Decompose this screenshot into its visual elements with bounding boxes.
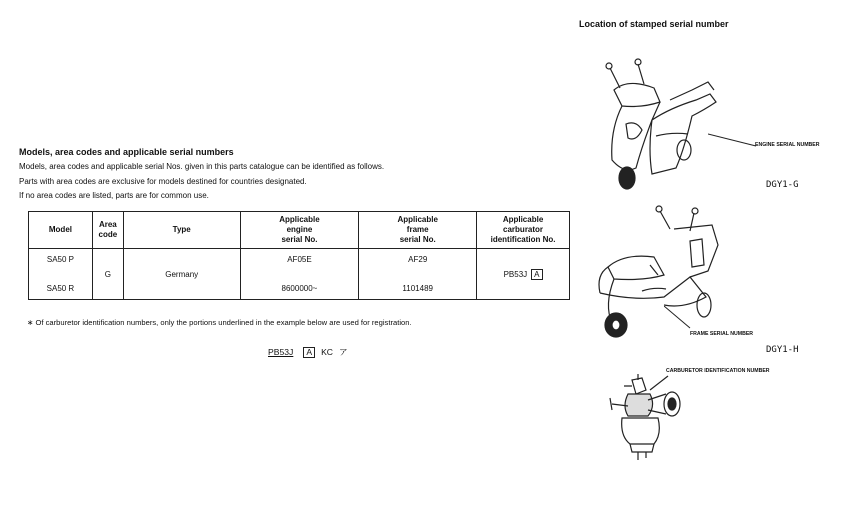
- example-mark: ア: [339, 347, 348, 357]
- intro-line-1: Models, area codes and applicable serial Nos. given in this parts catalogue can be identified as follows.: [19, 162, 385, 171]
- frame-code: DGY1-H: [766, 345, 799, 355]
- example-code: PB53J: [268, 347, 294, 357]
- example-box: A: [303, 347, 315, 358]
- carb-area-box: A: [531, 269, 542, 280]
- cell-type: Germany: [123, 249, 240, 300]
- carburetor-illustration: [602, 370, 692, 466]
- header-engine-serial: Applicable engine serial No.: [240, 212, 359, 249]
- scooter-front-illustration: [592, 50, 727, 190]
- cell-area-code: G: [92, 249, 123, 300]
- engine-code: DGY1-G: [766, 180, 799, 190]
- header-carburator-id: Applicable carburator identification No.: [477, 212, 570, 249]
- cell-frame-serial: AF29 1101489: [359, 249, 477, 300]
- cell-engine-serial: AF05E 8600000~: [240, 249, 359, 300]
- cell-model: SA50 P SA50 R: [29, 249, 93, 300]
- example-suffix: KC: [321, 347, 334, 357]
- carburetor-id-example: [268, 346, 348, 358]
- frame-pointer-line: [664, 306, 694, 330]
- engine-serial-callout: ENGINE SERIAL NUMBER: [755, 142, 820, 148]
- cell-carburator-id: PB53J A: [477, 249, 570, 300]
- intro-line-3: If no area codes are listed, parts are for common use.: [19, 191, 209, 200]
- frame-serial-callout: FRAME SERIAL NUMBER: [690, 331, 754, 337]
- header-frame-serial: Applicable frame serial No.: [359, 212, 477, 249]
- header-area-code: Area code: [92, 212, 123, 249]
- header-type: Type: [123, 212, 240, 249]
- table-row: [29, 249, 570, 300]
- section-title: Models, area codes and applicable serial numbers: [19, 147, 234, 157]
- table-header-row: [29, 212, 570, 249]
- intro-line-2: Parts with area codes are exclusive for models destined for countries designated.: [19, 177, 307, 186]
- scooter-rear-illustration: [594, 205, 724, 340]
- engine-pointer-line: [708, 132, 758, 150]
- header-model: Model: [29, 212, 93, 249]
- carburetor-id-callout: CARBURETOR IDENTIFICATION NUMBER: [666, 368, 770, 374]
- footnote: ∗ Of carburetor identification numbers, only the portions underlined in the example below are used for registration.: [27, 318, 412, 327]
- serial-number-table: [28, 211, 570, 300]
- location-title: Location of stamped serial number: [579, 19, 729, 29]
